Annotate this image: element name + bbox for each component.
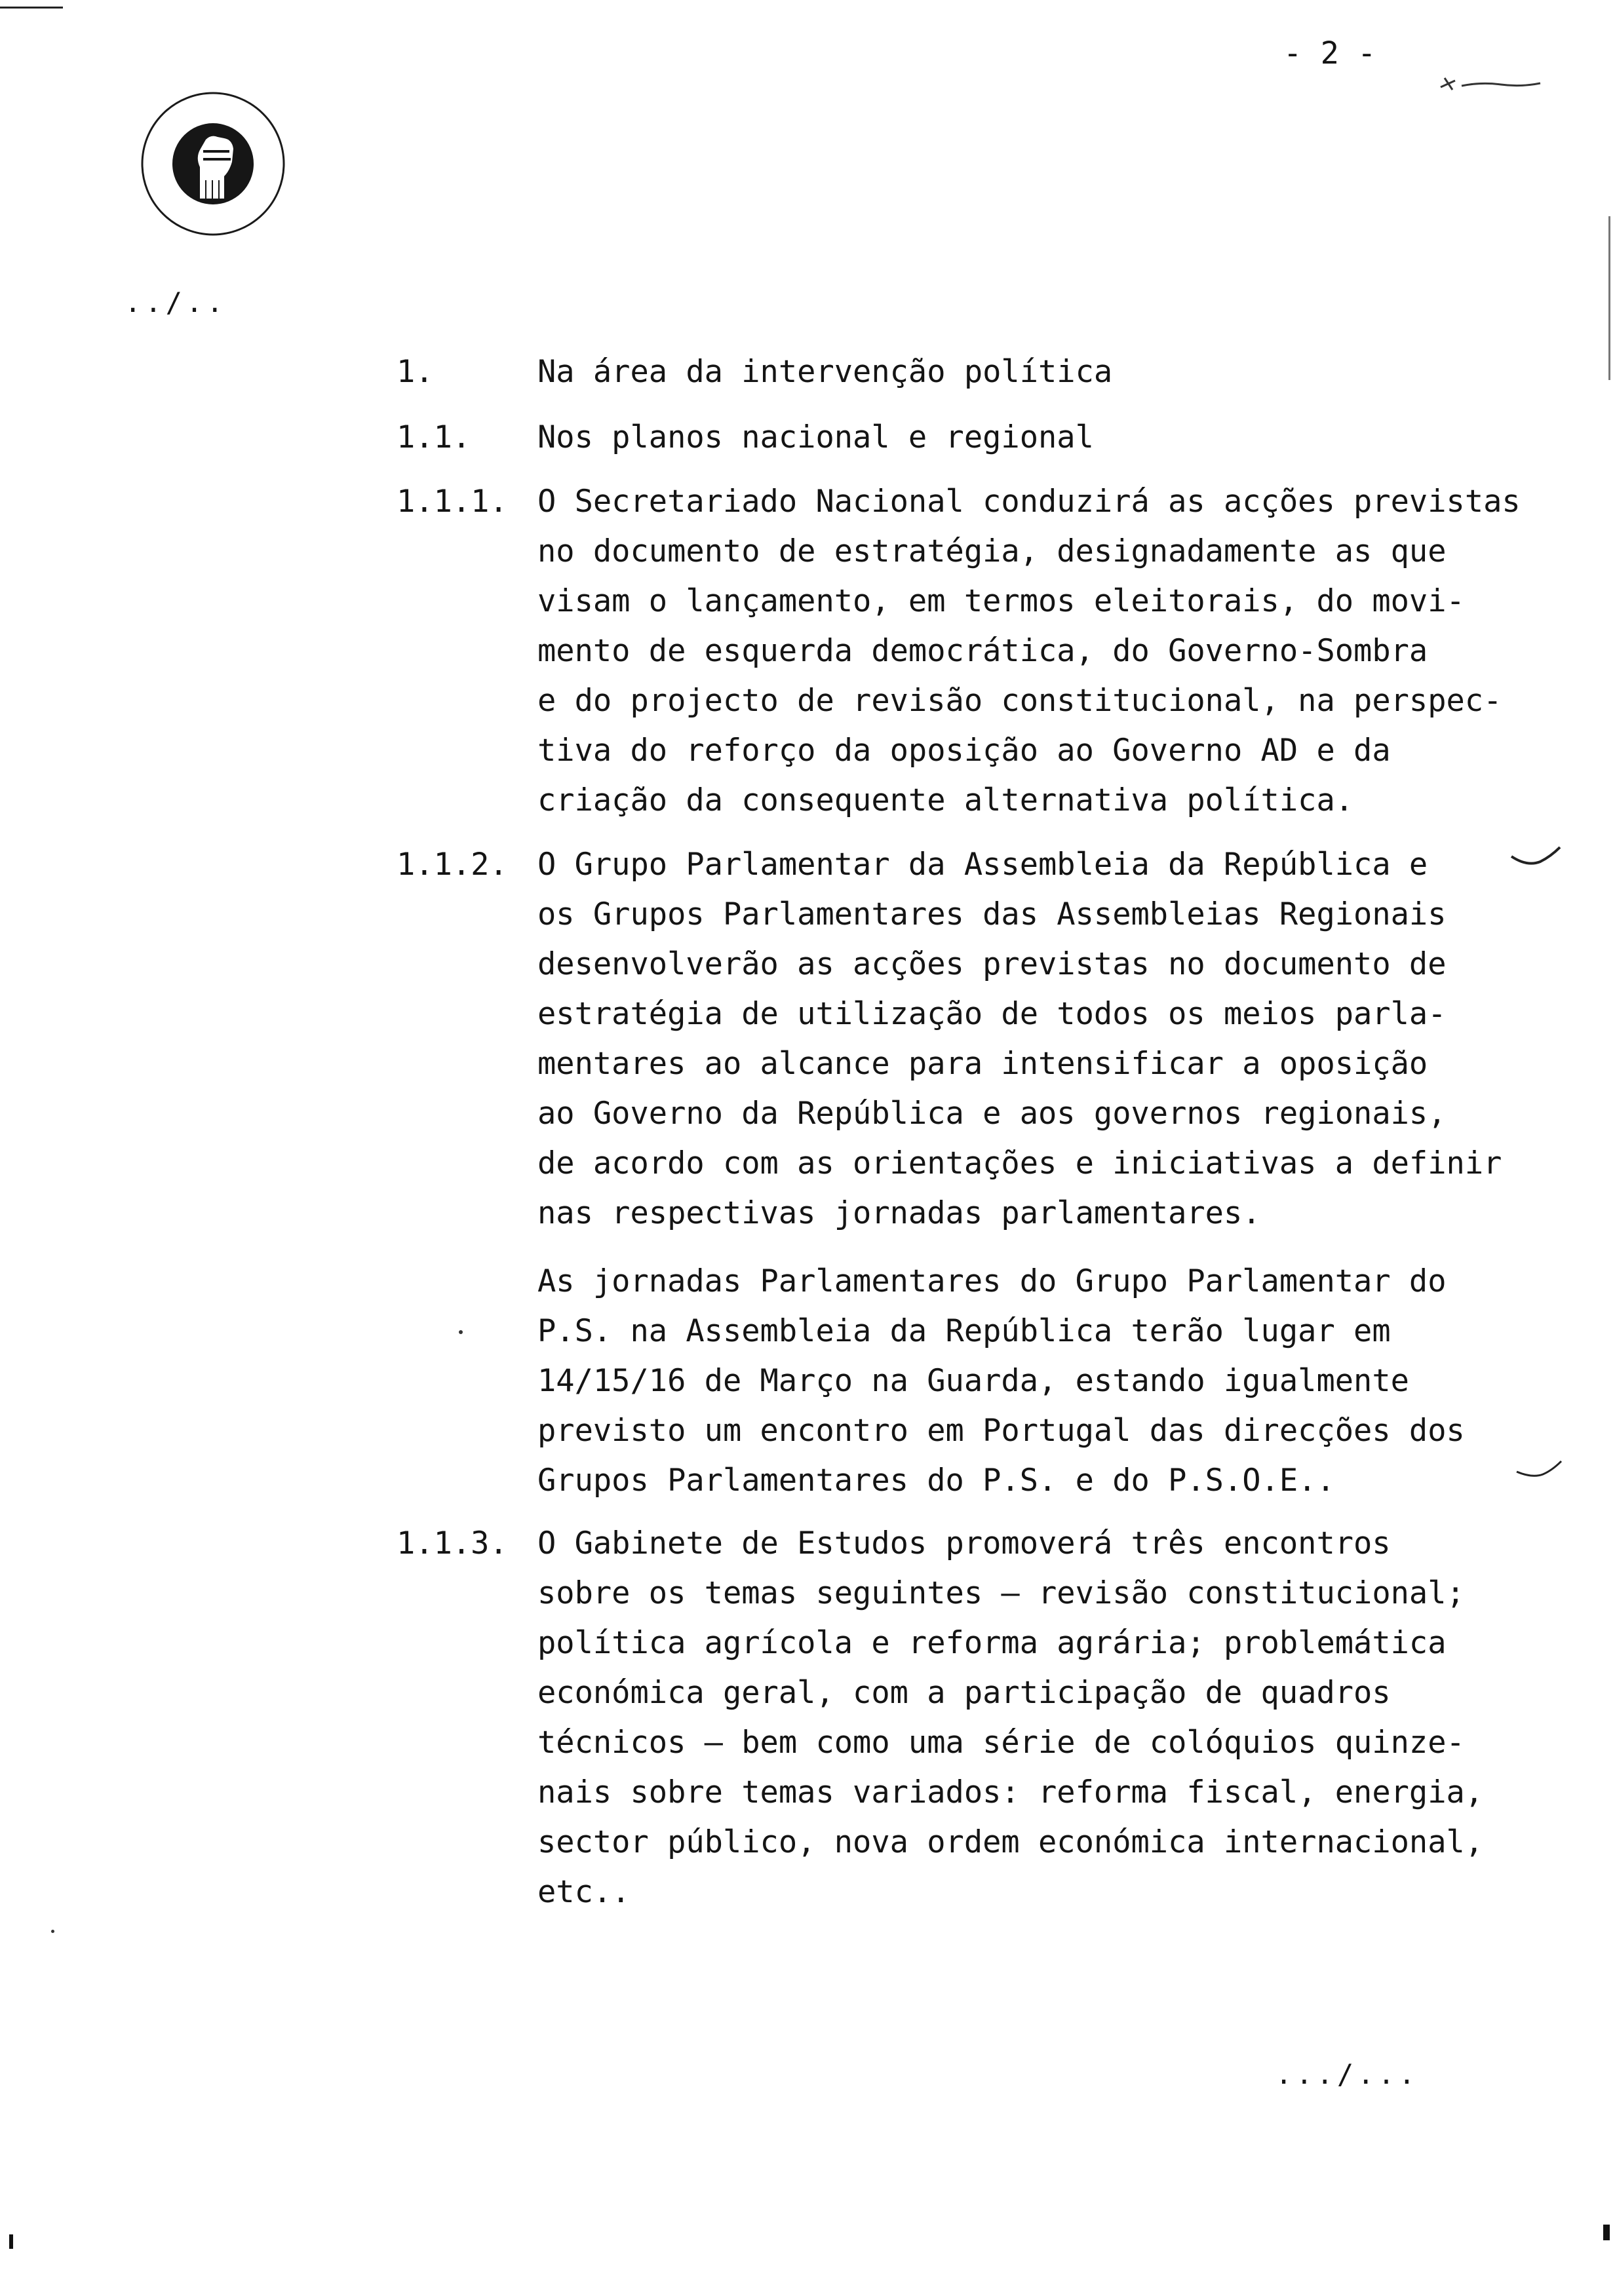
continuation-mark-bottom: .../...: [1275, 2058, 1420, 2090]
partido-socialista-logo-icon: [138, 88, 288, 239]
section-number: 1.1.3.: [397, 1525, 508, 1561]
text-line: criação da consequente alternativa política.: [537, 782, 1354, 818]
text-line: Grupos Parlamentares do P.S. e do P.S.O.E..: [537, 1463, 1335, 1499]
text-line: sobre os temas seguintes — revisão constitucional;: [537, 1575, 1465, 1611]
section-number: 1.1.2.: [397, 847, 508, 883]
scan-speck: [51, 1930, 54, 1933]
section-number: 1.1.: [397, 419, 471, 455]
text-line: no documento de estratégia, designadamente as que: [537, 533, 1447, 569]
text-line: As jornadas Parlamentares do Grupo Parlamentar do: [537, 1263, 1447, 1299]
text-line: P.S. na Assembleia da República terão lugar em: [537, 1313, 1391, 1349]
text-line: nais sobre temas variados: reforma fiscal, energia,: [537, 1774, 1484, 1810]
text-line: O Grupo Parlamentar da Assembleia da República e: [537, 847, 1428, 883]
paragraph: [537, 840, 1586, 1238]
page-number: - 2 -: [1283, 35, 1376, 71]
text-line: previsto um encontro em Portugal das direcções dos: [537, 1413, 1465, 1449]
text-line: visam o lançamento, em termos eleitorais, do movi-: [537, 583, 1465, 619]
scan-speck: [1603, 2225, 1610, 2240]
scan-speck: [459, 1330, 463, 1334]
text-line: e do projecto de revisão constitucional, na perspec-: [537, 683, 1502, 719]
text-line: técnicos — bem como uma série de colóquios quinze-: [537, 1725, 1465, 1761]
text-line: os Grupos Parlamentares das Assembleias Regionais: [537, 896, 1447, 932]
tick-mark-icon: [1508, 842, 1566, 875]
text-line: Na área da intervenção política: [537, 354, 1113, 390]
text-line: mentares ao alcance para intensificar a oposição: [537, 1046, 1428, 1082]
text-line: O Gabinete de Estudos promoverá três encontros: [537, 1525, 1391, 1561]
paragraph: [537, 477, 1586, 826]
tick-mark-icon: [1514, 1455, 1566, 1487]
text-line: económica geral, com a participação de quadros: [537, 1675, 1391, 1711]
text-line: O Secretariado Nacional conduzirá as acções previstas: [537, 484, 1521, 520]
text-line: etc..: [537, 1874, 631, 1910]
text-line: desenvolverão as acções previstas no documento de: [537, 946, 1447, 982]
section-number: 1.1.1.: [397, 484, 508, 520]
section-heading: [537, 347, 1586, 397]
text-line: nas respectivas jornadas parlamentares.: [537, 1195, 1261, 1231]
handwritten-mark-icon: [1435, 62, 1553, 102]
text-line: de acordo com as orientações e iniciativas a definir: [537, 1145, 1502, 1181]
scan-edge: [1608, 216, 1610, 380]
text-line: mento de esquerda democrática, do Governo-Sombra: [537, 633, 1428, 669]
paragraph: [537, 1257, 1586, 1506]
text-line: Nos planos nacional e regional: [537, 419, 1094, 455]
text-line: sector público, nova ordem económica internacional,: [537, 1824, 1484, 1860]
text-line: política agrícola e reforma agrária; problemática: [537, 1625, 1447, 1661]
section-heading: [537, 413, 1586, 463]
section-number: 1.: [397, 354, 434, 390]
text-line: estratégia de utilização de todos os meios parla-: [537, 996, 1447, 1032]
text-line: tiva do reforço da oposição ao Governo AD e da: [537, 733, 1391, 769]
scan-speck: [9, 2234, 13, 2249]
continuation-mark-top: ../..: [125, 286, 227, 318]
paragraph: [537, 1519, 1586, 1917]
text-line: ao Governo da República e aos governos regionais,: [537, 1096, 1447, 1132]
top-edge-line: [0, 7, 63, 9]
text-line: 14/15/16 de Março na Guarda, estando igualmente: [537, 1363, 1409, 1399]
